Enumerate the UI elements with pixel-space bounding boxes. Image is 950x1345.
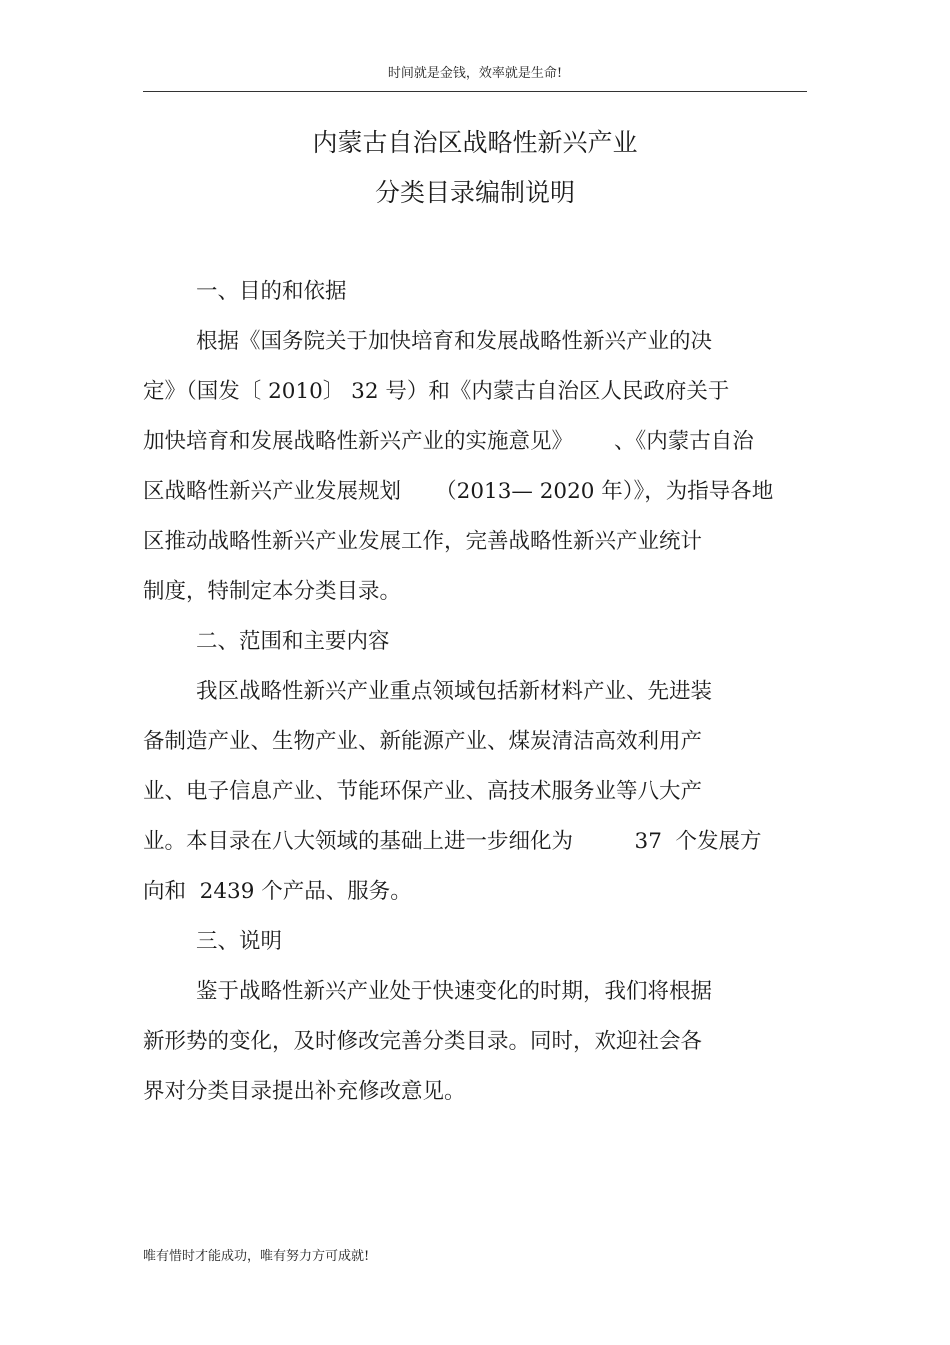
paragraph-line: 制度，特制定本分类目录。: [143, 579, 402, 604]
paragraph-line: 备制造产业、生物产业、新能源产业、煤炭清洁高效利用产: [143, 729, 703, 754]
document-title-line-1: 内蒙古自治区战略性新兴产业: [312, 128, 638, 157]
document-title-line-2: 分类目录编制说明: [374, 178, 575, 207]
section-heading-purpose: 一、目的和依据: [196, 279, 347, 304]
paragraph-line: 鉴于战略性新兴产业处于快速变化的时期，我们将根据: [196, 979, 713, 1004]
section-heading-notes: 三、说明: [196, 929, 283, 954]
paragraph-line: 加快培育和发展战略性新兴产业的实施意见》 、《内蒙古自治: [143, 429, 754, 454]
paragraph-line: 业、电子信息产业、节能环保产业、高技术服务业等八大产: [143, 779, 703, 804]
section-heading-scope: 二、范围和主要内容: [196, 629, 390, 654]
paragraph-line: 区战略性新兴产业发展规划 （2013— 2020 年）》，为指导各地: [143, 479, 774, 504]
paragraph-line: 定》（国发〔 2010〕 32 号）和《内蒙古自治区人民政府关于: [143, 379, 730, 404]
footer-motto: 唯有惜时才能成功，唯有努力方可成就!: [143, 1249, 370, 1264]
paragraph-line: 新形势的变化，及时修改完善分类目录。同时，欢迎社会各: [143, 1029, 703, 1054]
header-motto: 时间就是金钱，效率就是生命!: [387, 66, 563, 81]
paragraph-line: 界对分类目录提出补充修改意见。: [143, 1079, 466, 1104]
header-divider: [143, 91, 807, 92]
paragraph-line: 区推动战略性新兴产业发展工作，完善战略性新兴产业统计: [143, 529, 703, 554]
paragraph-line: 业。本目录在八大领域的基础上进一步细化为 37 个发展方: [143, 829, 762, 854]
paragraph-line: 根据《国务院关于加快培育和发展战略性新兴产业的决: [196, 329, 713, 354]
paragraph-line: 我区战略性新兴产业重点领域包括新材料产业、先进装: [196, 679, 713, 704]
paragraph-line: 向和 2439 个产品、服务。: [143, 879, 412, 904]
